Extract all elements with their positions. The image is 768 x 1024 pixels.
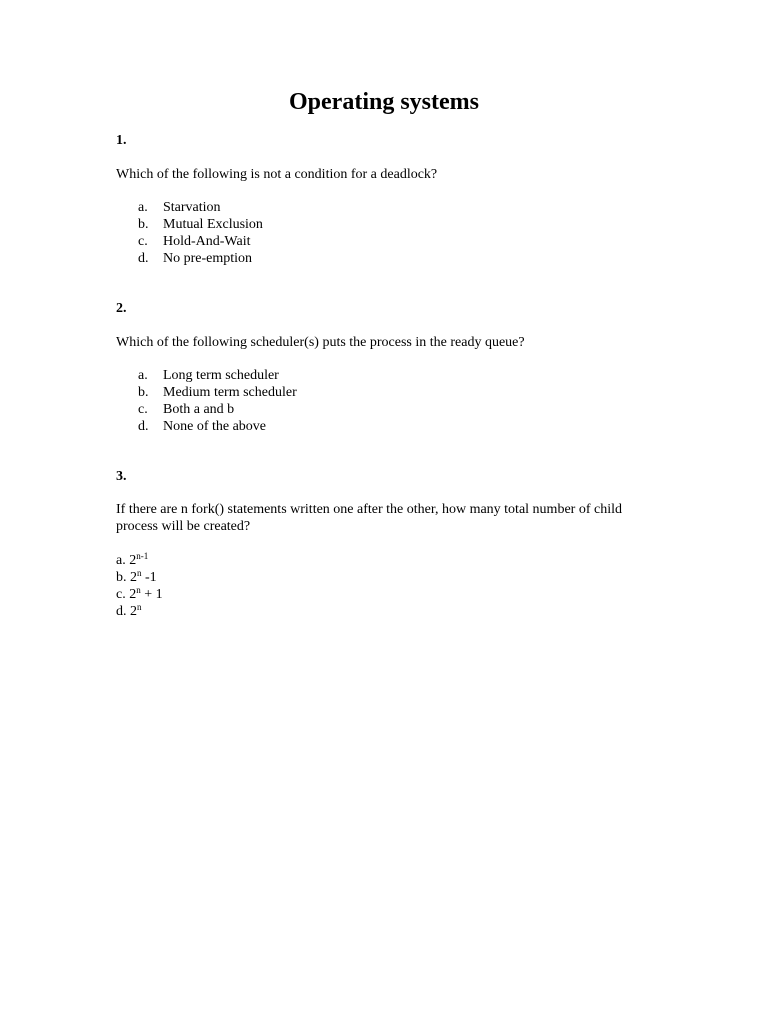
option-letter: c.	[138, 402, 148, 417]
option-prefix: c. 2	[116, 587, 137, 602]
option-item	[138, 418, 297, 435]
option-letter: c.	[138, 234, 148, 249]
option-item	[116, 569, 163, 586]
option-exponent: n	[137, 568, 142, 578]
option-item	[138, 384, 297, 401]
option-item	[116, 603, 163, 620]
option-item	[116, 586, 163, 603]
question-1-text: Which of the following is not a condition for a deadlock?	[116, 167, 438, 182]
page-title: Operating systems	[289, 89, 479, 115]
option-suffix: + 1	[140, 587, 163, 602]
option-letter: b.	[138, 385, 149, 400]
question-2-options	[138, 367, 297, 435]
option-prefix: d. 2	[116, 604, 137, 619]
option-item	[116, 552, 163, 569]
option-exponent: n-1	[136, 551, 149, 561]
option-item	[138, 367, 297, 384]
option-text: Mutual Exclusion	[163, 217, 263, 232]
option-text: Hold-And-Wait	[163, 234, 251, 249]
option-item	[138, 401, 297, 418]
option-exponent: n	[137, 602, 142, 612]
option-item	[138, 199, 263, 216]
option-suffix: -1	[141, 570, 157, 585]
question-2-number: 2.	[116, 301, 127, 316]
option-letter: a.	[138, 368, 148, 383]
option-text: Both a and b	[163, 402, 235, 417]
question-3-text: If there are n fork() statements written one after the other, how many total number of child process will be created?	[116, 502, 622, 534]
option-exponent: n	[136, 585, 141, 595]
option-text: Long term scheduler	[163, 368, 279, 383]
option-item	[138, 216, 263, 233]
option-prefix: a. 2	[116, 553, 137, 568]
option-item	[138, 250, 263, 267]
option-letter: b.	[138, 217, 149, 232]
option-text: None of the above	[163, 419, 267, 434]
option-letter: a.	[138, 200, 148, 215]
question-3-number: 3.	[116, 469, 127, 484]
option-item	[138, 233, 263, 250]
option-prefix: b. 2	[116, 570, 137, 585]
option-text: Medium term scheduler	[163, 385, 297, 400]
question-2-text: Which of the following scheduler(s) puts the process in the ready queue?	[116, 335, 525, 350]
option-text: No pre-emption	[163, 251, 253, 266]
option-letter: d.	[138, 419, 149, 434]
option-text: Starvation	[163, 200, 221, 215]
option-letter: d.	[138, 251, 149, 266]
question-1-number: 1.	[116, 133, 127, 148]
question-3-options	[116, 552, 163, 620]
question-1-options	[138, 199, 263, 267]
